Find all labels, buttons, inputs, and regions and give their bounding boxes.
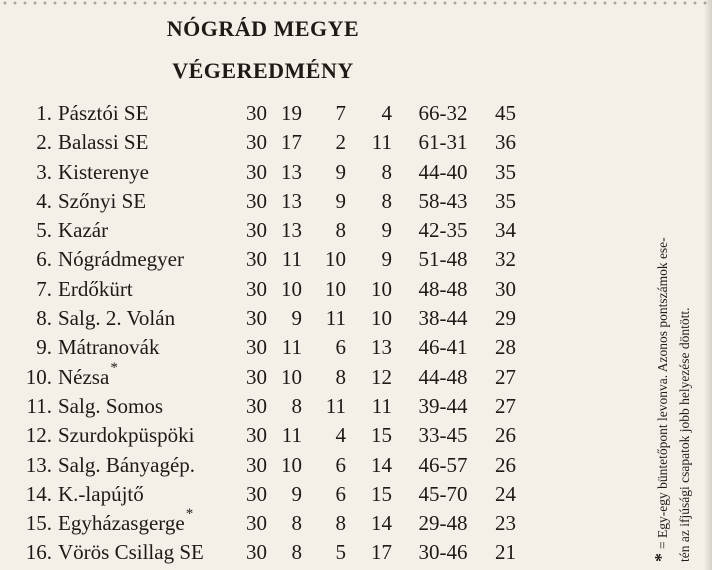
results-heading: VÉGEREDMÉNY [172,58,354,83]
table-row [0,158,620,187]
penalty-asterisk: * [110,359,118,376]
table-row [0,275,620,304]
table-row [0,359,620,392]
wins: 11 [281,335,302,360]
team-label: Salg. 2. Volán [58,306,176,331]
draws: 10 [325,247,346,272]
losses: 12 [371,364,392,389]
games-played: 30 [246,335,267,360]
points: 26 [495,423,516,448]
wins: 13 [281,218,302,243]
team-name [58,245,184,274]
draws: 9 [335,159,346,184]
points: 45 [495,101,516,125]
team-label: Mátranovák [58,335,160,360]
position: 9. [36,335,52,360]
goal-ratio: 46-57 [418,452,468,477]
draws: 11 [325,306,346,331]
games-played: 30 [246,130,267,155]
losses: 13 [371,335,392,360]
wins: 9 [291,306,302,331]
table-row [0,392,620,421]
footnote-text-1: = Egy-egy büntetőpont levonva. Azonos pontszámok ese- [655,237,670,549]
games-played: 30 [246,481,267,506]
wins: 10 [281,276,302,301]
table-row [0,187,620,216]
draws: 10 [325,276,346,301]
team-name [58,158,149,187]
team-label: Pásztói SE [58,101,149,125]
goal-ratio: 38-44 [418,306,468,331]
team-label: Salg. Somos [58,393,164,418]
losses: 8 [381,159,392,184]
team-name [58,333,159,362]
table-row [0,451,620,480]
points: 21 [495,540,516,565]
points: 35 [495,188,516,213]
wins: 10 [281,452,302,477]
draws: 6 [335,452,346,477]
team-name [58,304,175,333]
losses: 9 [381,218,392,243]
position: 6. [36,247,52,272]
team-label: Szőnyi SE [58,188,147,213]
points: 32 [495,247,516,272]
points: 27 [495,393,516,418]
draws: 8 [335,364,346,389]
team-name [58,421,195,450]
games-played: 30 [246,276,267,301]
draws: 8 [335,218,346,243]
team-name [58,451,195,480]
team-label: Salg. Bányagép. [58,452,196,477]
losses: 14 [371,511,392,536]
losses: 10 [371,276,392,301]
games-played: 30 [246,247,267,272]
table-row [0,421,620,450]
wins: 17 [281,130,302,155]
position: 4. [36,188,52,213]
games-played: 30 [246,218,267,243]
goal-ratio: 29-48 [418,511,468,536]
points: 36 [495,130,516,155]
points: 30 [495,276,516,301]
losses: 14 [371,452,392,477]
wins: 8 [291,511,302,536]
wins: 11 [281,247,302,272]
team-name [58,392,163,421]
team-label: Szurdokpüspöki [58,423,195,448]
games-played: 30 [246,393,267,418]
team-label: Nógrádmegyer [58,247,184,272]
position: 16. [25,540,52,565]
wins: 10 [281,364,302,389]
losses: 9 [381,247,392,272]
games-played: 30 [246,511,267,536]
draws: 9 [335,188,346,213]
wins: 11 [281,423,302,448]
wins: 13 [281,188,302,213]
goal-ratio: 51-48 [418,247,468,272]
team-label: Kisterenye [58,159,149,184]
position: 7. [36,276,52,301]
team-label: Balassi SE [58,130,149,155]
points: 27 [495,364,516,389]
draws: 7 [335,101,346,125]
team-name [58,538,204,567]
team-name [58,128,148,157]
draws: 4 [335,423,346,448]
losses: 15 [371,481,392,506]
goal-ratio: 33-45 [418,423,468,448]
games-played: 30 [246,423,267,448]
goal-ratio: 48-48 [418,276,468,301]
points: 23 [495,511,516,536]
team-name [58,187,146,216]
draws: 8 [335,511,346,536]
table-row [0,333,620,362]
team-name [58,359,118,392]
team-name [58,216,108,245]
games-played: 30 [246,188,267,213]
games-played: 30 [246,159,267,184]
team-name [58,99,148,128]
goal-ratio: 44-48 [418,364,468,389]
wins: 19 [281,101,302,125]
table-row [0,506,620,538]
position: 10. [25,364,52,389]
team-label: Erdőkürt [58,276,133,301]
goal-ratio: 66-32 [418,101,468,125]
penalty-asterisk: * [185,506,194,523]
page-edge-shadow [704,0,712,570]
losses: 10 [371,306,392,331]
wins: 13 [281,159,302,184]
goal-ratio: 46-41 [418,335,468,360]
goal-ratio: 42-35 [418,218,468,243]
team-name [58,506,194,538]
losses: 11 [371,130,392,155]
standings-table [0,99,620,568]
team-name [58,275,133,304]
team-label: K.-lapújtő [58,481,144,506]
losses: 8 [381,188,392,213]
position: 2. [36,130,52,155]
draws: 11 [325,393,346,418]
games-played: 30 [246,452,267,477]
draws: 6 [335,335,346,360]
team-label: Kazár [58,218,109,243]
points: 28 [495,335,516,360]
draws: 5 [335,540,346,565]
position: 12. [25,423,52,448]
position: 8. [36,306,52,331]
goal-ratio: 39-44 [418,393,468,418]
perforated-top-edge [0,0,712,6]
table-row [0,245,620,274]
wins: 8 [291,540,302,565]
games-played: 30 [246,364,267,389]
position: 5. [36,218,52,243]
games-played: 30 [246,540,267,565]
position: 14. [25,481,52,506]
goal-ratio: 58-43 [418,188,468,213]
points: 35 [495,159,516,184]
draws: 2 [335,130,346,155]
footnote-line-1 [650,42,674,562]
position: 11. [26,393,52,418]
team-name [58,480,144,509]
league-title: NÓGRÁD MEGYE [166,16,360,41]
wins: 8 [291,393,302,418]
goal-ratio: 44-40 [418,159,468,184]
goal-ratio: 30-46 [418,540,468,565]
wins: 9 [291,481,302,506]
team-label: Nézsa [58,364,110,389]
table-row [0,216,620,245]
points: 24 [495,481,516,506]
footnote-asterisk: * [651,553,671,562]
table-row [0,480,620,509]
table-row [0,128,620,157]
points: 34 [495,218,516,243]
table-row [0,99,620,128]
losses: 4 [381,101,392,125]
table-row [0,538,620,567]
table-row [0,304,620,333]
games-played: 30 [246,306,267,331]
position: 15. [25,511,52,536]
losses: 17 [371,540,392,565]
points: 26 [495,452,516,477]
goal-ratio: 61-31 [418,130,468,155]
footnote-text-2: tén az ifjúsági csapatok jobb helyezése döntött. [677,307,692,562]
losses: 11 [371,393,392,418]
losses: 15 [371,423,392,448]
goal-ratio: 45-70 [418,481,468,506]
team-label: Egyházasgerge [58,511,185,536]
position: 1. [36,101,52,125]
draws: 6 [335,481,346,506]
games-played: 30 [246,101,267,125]
position: 13. [25,452,52,477]
footnote-line-2 [674,42,696,562]
team-label: Vörös Csillag SE [58,540,204,565]
points: 29 [495,306,516,331]
footnote [650,42,696,562]
position: 3. [36,159,52,184]
